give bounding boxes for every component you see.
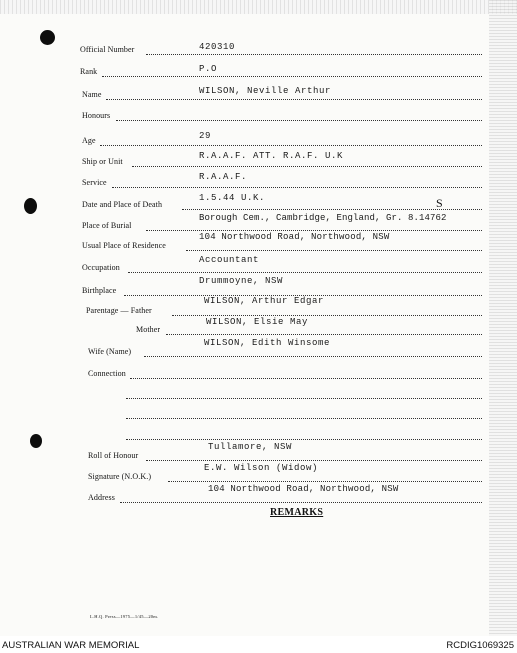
- signature-value: E.W. Wilson (Widow): [204, 463, 319, 473]
- burial-label: Place of Burial: [82, 221, 132, 230]
- occupation-value: Accountant: [199, 255, 260, 265]
- signature-label: Signature (N.O.K.): [88, 472, 152, 481]
- address-value: 104 Northwood Road, Northwood, NSW: [208, 484, 399, 494]
- wife-line: [144, 356, 482, 357]
- official-number-label: Official Number: [80, 45, 135, 54]
- ship-or-unit-label: Ship or Unit: [82, 157, 123, 166]
- wife-label: Wife (Name): [88, 347, 132, 356]
- service-label: Service: [82, 178, 107, 187]
- punch-hole-middle: [24, 198, 37, 214]
- printer-imprint: L.H.Q. Press—1975—1/45—20m.: [90, 614, 159, 619]
- residence-line: [186, 250, 482, 251]
- ship-or-unit-line: [132, 166, 482, 167]
- address-label: Address: [88, 493, 115, 502]
- birthplace-label: Birthplace: [82, 286, 117, 295]
- handwritten-mark: S: [436, 196, 443, 210]
- name-line: [106, 99, 482, 100]
- roll-of-honour-line: [146, 460, 482, 461]
- official-number-value: 420310: [199, 42, 236, 52]
- death-label: Date and Place of Death: [82, 200, 163, 209]
- birthplace-value: Drummoyne, NSW: [199, 276, 284, 286]
- scan-edge-right: [489, 0, 517, 636]
- archive-footer: [0, 636, 517, 653]
- death-value: 1.5.44 U.K.: [199, 193, 266, 203]
- rank-value: P.O: [199, 64, 218, 74]
- punch-hole-top: [40, 30, 55, 45]
- mother-label: Mother: [136, 325, 161, 334]
- connection-line-4: [126, 439, 482, 440]
- scan-edge-top: [0, 0, 517, 14]
- remarks-heading: REMARKS: [270, 507, 324, 518]
- connection-line-1: [130, 378, 482, 379]
- connection-line-3: [126, 418, 482, 419]
- rank-label: Rank: [80, 67, 98, 76]
- punch-hole-lower: [30, 434, 42, 448]
- name-label: Name: [82, 90, 102, 99]
- occupation-line: [128, 272, 482, 273]
- official-number-line: [146, 54, 482, 55]
- roll-of-honour-value: Tullamore, NSW: [208, 442, 293, 452]
- father-label: Parentage — Father: [86, 306, 152, 315]
- residence-label: Usual Place of Residence: [82, 241, 166, 250]
- mother-value: WILSON, Elsie May: [206, 317, 309, 327]
- burial-line: [146, 230, 482, 231]
- wife-value: WILSON, Edith Winsome: [204, 338, 331, 348]
- age-label: Age: [82, 136, 96, 145]
- rank-line: [102, 76, 482, 77]
- signature-line: [168, 481, 482, 482]
- father-line: [172, 315, 482, 316]
- burial-value: Borough Cem., Cambridge, England, Gr. 8.14762: [199, 213, 447, 223]
- age-value: 29: [199, 131, 212, 141]
- connection-label: Connection: [88, 369, 126, 378]
- archive-reference: RCDIG1069325: [446, 640, 514, 651]
- honours-label: Honours: [82, 111, 111, 120]
- name-value: WILSON, Neville Arthur: [199, 86, 332, 96]
- age-line: [100, 145, 482, 146]
- roll-of-honour-label: Roll of Honour: [88, 451, 139, 460]
- archive-source: AUSTRALIAN WAR MEMORIAL: [2, 640, 140, 651]
- father-value: WILSON, Arthur Edgar: [204, 296, 325, 306]
- occupation-label: Occupation: [82, 263, 120, 272]
- address-line: [120, 502, 482, 503]
- service-value: R.A.A.F.: [199, 172, 248, 182]
- service-line: [112, 187, 482, 188]
- mother-line: [166, 334, 482, 335]
- honours-line: [116, 120, 482, 121]
- residence-value: 104 Northwood Road, Northwood, NSW: [199, 232, 390, 242]
- ship-or-unit-value: R.A.A.F. ATT. R.A.F. U.K: [199, 151, 344, 161]
- connection-line-2: [126, 398, 482, 399]
